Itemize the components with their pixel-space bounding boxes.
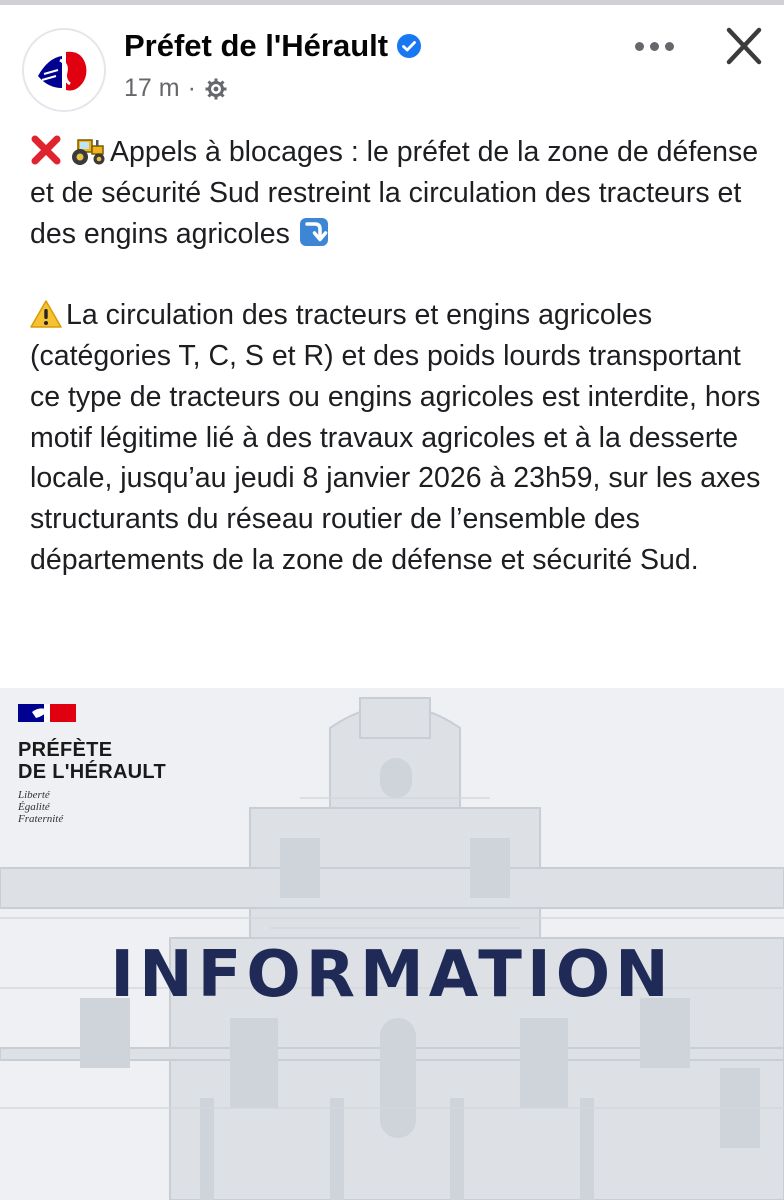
prefecture-logo (18, 702, 166, 825)
post-meta (124, 74, 228, 103)
logo-title (18, 739, 166, 783)
tractor-emoji (66, 134, 106, 166)
more-options-icon[interactable] (630, 28, 678, 64)
post-timestamp[interactable]: 17 m (124, 74, 180, 102)
marianne-flag-icon (18, 702, 76, 724)
page-avatar[interactable] (22, 28, 106, 112)
red-x-emoji (30, 134, 62, 166)
post-body (30, 295, 770, 581)
headline-text: Appels à blocages : le préfet de la zone de défense et de sécurité Sud restreint la circulation des tracteurs et des engins agricoles (30, 136, 759, 250)
body-text: La circulation des tracteurs et engins agricoles (catégories T, C, S et R) et des poids lourds transportant ce type de tracteurs ou engins agricoles est interdite, hors motif légitime lié à des travaux agricoles et à la desserte locale, jusqu’au jeudi 8 janvier 2026 à 23h59, sur les axes structurants du réseau routier de l’ensemble des départements de la zone de défense et sécurité Sud. (30, 299, 761, 576)
information-banner: INFORMATION (110, 938, 674, 1012)
meta-separator: · (187, 74, 196, 102)
republic-motto (18, 789, 166, 825)
motto-egalite: Égalité (18, 801, 50, 813)
logo-line-1: PRÉFÈTE (18, 739, 113, 761)
close-icon[interactable] (720, 24, 768, 68)
arrow-down-emoji (298, 216, 330, 248)
globe-gear-icon[interactable] (204, 77, 228, 101)
warning-emoji (30, 299, 62, 329)
page-name[interactable] (124, 28, 422, 64)
logo-line-2: DE L'HÉRAULT (18, 761, 166, 783)
marianne-logo-icon (24, 30, 104, 110)
verified-badge-icon (396, 33, 422, 59)
post-text (30, 132, 770, 581)
author-name[interactable]: Préfet de l'Hérault (124, 28, 389, 63)
post-headline (30, 132, 770, 254)
post-image[interactable] (0, 688, 784, 1200)
top-divider (0, 0, 784, 5)
motto-liberte: Liberté (18, 789, 50, 801)
motto-fraternite: Fraternité (18, 813, 64, 825)
